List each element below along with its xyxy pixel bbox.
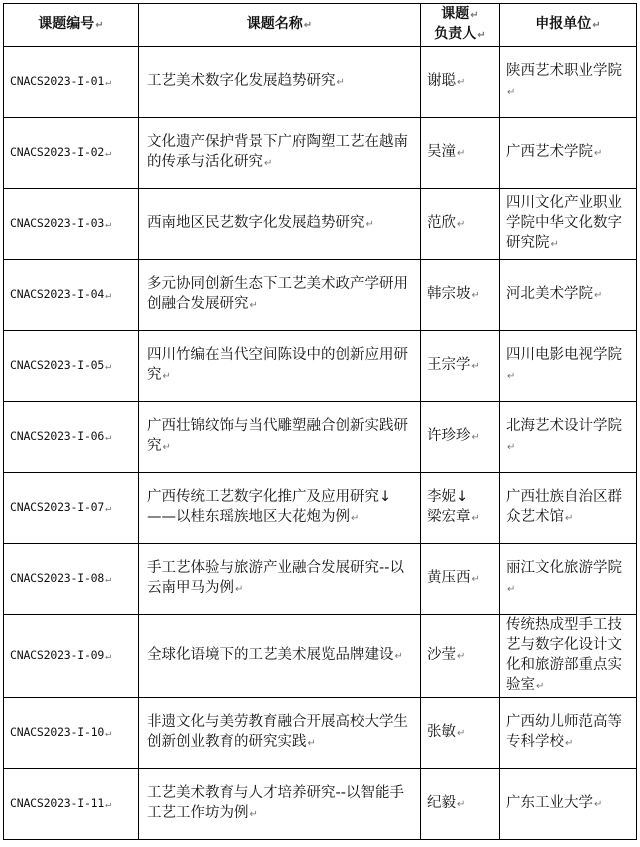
header-unit: 申报单位↵ bbox=[500, 4, 637, 47]
table-row bbox=[4, 544, 637, 615]
table-row bbox=[4, 260, 637, 331]
cell-unit: 四川文化产业职业学院中华文化数字研究院↵ bbox=[500, 189, 637, 260]
cell-unit: 北海艺术设计学院↵ bbox=[500, 402, 637, 473]
table-row bbox=[4, 473, 637, 544]
project-table bbox=[3, 3, 637, 840]
table-row bbox=[4, 615, 637, 698]
cell-title: 西南地区民艺数字化发展趋势研究↵ bbox=[139, 189, 421, 260]
header-leader: 课题↵ 负责人↵ bbox=[421, 4, 500, 47]
cell-code: CNACS2023-I-10↵ bbox=[4, 698, 139, 769]
cell-leader: 范欣↵ bbox=[421, 189, 500, 260]
cell-leader: 谢聪↵ bbox=[421, 47, 500, 118]
cell-code: CNACS2023-I-11↵ bbox=[4, 769, 139, 840]
cell-leader: 韩宗坡↵ bbox=[421, 260, 500, 331]
cell-leader: 纪毅↵ bbox=[421, 769, 500, 840]
cell-unit: 丽江文化旅游学院↵ bbox=[500, 544, 637, 615]
cell-code: CNACS2023-I-07↵ bbox=[4, 473, 139, 544]
cell-unit: 广西壮族自治区群众艺术馆↵ bbox=[500, 473, 637, 544]
table-row bbox=[4, 189, 637, 260]
cell-leader: 张敏↵ bbox=[421, 698, 500, 769]
cell-unit: 传统热成型手工技艺与数字化设计文化和旅游部重点实验室↵ bbox=[500, 615, 637, 698]
cell-unit: 四川电影电视学院↵ bbox=[500, 331, 637, 402]
cell-title: 全球化语境下的工艺美术展览品牌建设↵ bbox=[139, 615, 421, 698]
cell-code: CNACS2023-I-04↵ bbox=[4, 260, 139, 331]
table-row bbox=[4, 331, 637, 402]
cell-leader: 沙莹↵ bbox=[421, 615, 500, 698]
header-title: 课题名称↵ bbox=[139, 4, 421, 47]
cell-unit: 陕西艺术职业学院↵ bbox=[500, 47, 637, 118]
cell-leader: 黄压西↵ bbox=[421, 544, 500, 615]
table-row bbox=[4, 402, 637, 473]
cell-code: CNACS2023-I-05↵ bbox=[4, 331, 139, 402]
cell-code: CNACS2023-I-03↵ bbox=[4, 189, 139, 260]
table-row bbox=[4, 118, 637, 189]
cell-title: 多元协同创新生态下工艺美术政产学研用创融合发展研究↵ bbox=[139, 260, 421, 331]
cell-title: 广西壮锦纹饰与当代雕塑融合创新实践研究↵ bbox=[139, 402, 421, 473]
table-row bbox=[4, 698, 637, 769]
cell-code: CNACS2023-I-06↵ bbox=[4, 402, 139, 473]
cell-unit: 广东工业大学↵ bbox=[500, 769, 637, 840]
cell-title: 四川竹编在当代空间陈设中的创新应用研究↵ bbox=[139, 331, 421, 402]
cell-code: CNACS2023-I-08↵ bbox=[4, 544, 139, 615]
cell-leader: 许珍珍↵ bbox=[421, 402, 500, 473]
cell-title: 非遗文化与美劳教育融合开展高校大学生创新创业教育的研究实践↵ bbox=[139, 698, 421, 769]
cell-code: CNACS2023-I-09↵ bbox=[4, 615, 139, 698]
cell-title: 手工艺体验与旅游产业融合发展研究--以云南甲马为例↵ bbox=[139, 544, 421, 615]
cell-title: 广西传统工艺数字化推广及应用研究↓ ——以桂东瑶族地区大花炮为例↵ bbox=[139, 473, 421, 544]
cell-unit: 广西艺术学院↵ bbox=[500, 118, 637, 189]
header-code: 课题编号↵ bbox=[4, 4, 139, 47]
cell-title: 工艺美术数字化发展趋势研究↵ bbox=[139, 47, 421, 118]
cell-leader: 王宗学↵ bbox=[421, 331, 500, 402]
cell-title: 工艺美术教育与人才培养研究--以智能手工艺工作坊为例↵ bbox=[139, 769, 421, 840]
cell-code: CNACS2023-I-01↵ bbox=[4, 47, 139, 118]
cell-leader: 吴潼↵ bbox=[421, 118, 500, 189]
cell-title: 文化遗产保护背景下广府陶塑工艺在越南的传承与活化研究↵ bbox=[139, 118, 421, 189]
cell-leader: 李妮↓ 梁宏章↵ bbox=[421, 473, 500, 544]
cell-unit: 河北美术学院↵ bbox=[500, 260, 637, 331]
cell-code: CNACS2023-I-02↵ bbox=[4, 118, 139, 189]
table-header-row bbox=[4, 4, 637, 47]
table-row bbox=[4, 769, 637, 840]
table-row bbox=[4, 47, 637, 118]
cell-unit: 广西幼儿师范高等专科学校↵ bbox=[500, 698, 637, 769]
